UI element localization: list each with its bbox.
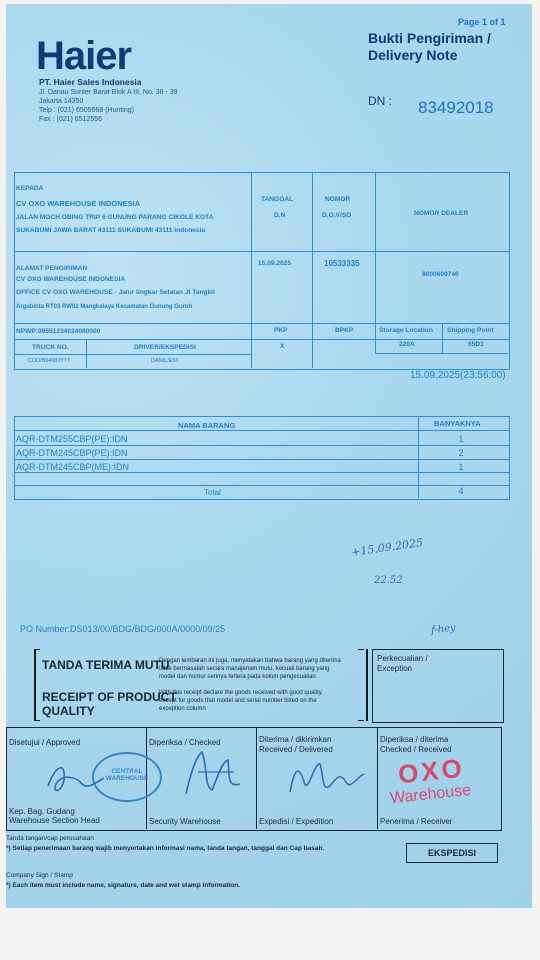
bpkp-label: BPKP — [335, 327, 354, 334]
approved-signature — [42, 756, 112, 798]
oxo-stamp-logo: OXO — [396, 752, 467, 790]
item-qty: 1 — [458, 462, 464, 472]
received-label-line: Diterima / dikirimkan — [259, 735, 332, 744]
consignee-name: CV OXO WAREHOUSE INDONESIA — [16, 199, 141, 208]
ship-address-line: OFFICE CV OXO WAREHOUSE - Jalur lingkar Selatan Jl Tangkil — [16, 289, 215, 296]
divider — [418, 416, 419, 498]
consignee-address-line: SUKABUMI JAWA BARAT 43111 SUKABUMI 43111 Indonesia — [16, 227, 206, 234]
divider — [14, 430, 509, 431]
divider — [375, 172, 376, 354]
items-header-qty: BANYAKNYA — [434, 419, 481, 428]
tanggal-label: TANGGAL — [261, 196, 294, 203]
address-line: Jakarta 14350 — [39, 98, 84, 105]
divider — [14, 354, 251, 355]
warehouse-head-label — [9, 807, 100, 825]
kepada-label: KEPADA — [16, 185, 44, 192]
item-qty: 1 — [458, 434, 464, 444]
footer-note-id: *) Setiap penerimaan barang wajib menyertakan informasi nama, tanda tangan, tanggal dan Cap basah. — [6, 845, 325, 852]
total-qty: 4 — [458, 486, 464, 496]
ship-name: CV OXO WAREHOUSE INDONESIA — [16, 276, 126, 283]
company-name: PT. Haier Sales Indonesia — [39, 77, 142, 87]
truck-value: CDD/B9408JYTT — [28, 358, 71, 364]
handwritten-date: +15.09.2025 — [350, 536, 424, 559]
security-label: Security Warehouse — [149, 817, 221, 826]
footer-note-en: *) Each item must include name, signature, date and wet stamp information. — [6, 882, 241, 889]
document-title — [368, 30, 491, 64]
receipt-title-en-line: RECEIPT OF PRODUCT — [42, 690, 177, 704]
delivery-date: 15.09.2025 — [258, 260, 292, 267]
received-label-line: Received / Delivered — [259, 745, 333, 754]
ship-label: ALAMAT PENGIRIMAN — [16, 265, 88, 272]
dov-so-label: D.O.V/SO — [322, 212, 352, 219]
oxo-stamp-text: Warehouse — [389, 781, 472, 808]
divider — [14, 339, 509, 340]
stamp-text: CENTRAL WAREHOUSE — [105, 768, 149, 782]
receipt-text-line: tidak bermasalah secara manajemen mutu, kecuali barang yang — [159, 666, 330, 672]
checked-received-line: Diperiksa / diterima — [380, 735, 449, 744]
receipt-text-line: except for goods that model and serial number listed on the — [159, 698, 317, 704]
receipt-text-en — [159, 689, 323, 713]
dn-label: DN : — [368, 94, 392, 108]
driver-label: DRIVER/EKSPEDISI — [134, 344, 196, 351]
exception-label-line: Exception — [377, 664, 413, 673]
receipt-title-en — [42, 690, 177, 718]
receipt-title-id: TANDA TERIMA MUTU — [42, 658, 170, 672]
company-address — [39, 88, 178, 124]
company-stamp-label: Tanda tangan/cap perusahaan — [6, 835, 94, 842]
divider — [256, 727, 257, 829]
receipt-text-id — [159, 657, 341, 681]
storage-location-label: Storage Location — [379, 327, 433, 334]
storage-location-value: 220A — [399, 341, 415, 348]
pkp-value: X — [280, 343, 285, 350]
so-number: 10533335 — [324, 259, 360, 268]
nomor-label: NOMOR — [325, 196, 351, 203]
divider — [375, 353, 508, 354]
divider — [14, 323, 509, 324]
divider — [14, 472, 509, 473]
pkp-label: PKP — [274, 327, 288, 334]
receipt-text-line: exception column — [159, 706, 206, 712]
receipt-text-line: model dan nomor serinya tertera pada kolom pengecualian — [159, 674, 316, 680]
divider — [14, 445, 509, 446]
divider — [86, 339, 87, 368]
haier-logo: Haier — [36, 34, 132, 78]
truck-label: TRUCK NO. — [32, 344, 69, 351]
delivery-note-sheet — [6, 4, 532, 908]
item-qty: 2 — [458, 448, 464, 458]
item-name: AQR-DTM245CBP(ME):IDN — [16, 462, 130, 472]
divider — [34, 649, 40, 650]
checked-signature — [178, 746, 248, 802]
divider — [442, 323, 443, 353]
dn-short-label: D.N — [274, 212, 286, 219]
dealer-label: NOMOR DEALER — [414, 210, 469, 217]
receipt-title-en-line: QUALITY — [42, 704, 95, 718]
po-number: PO Number:DS013/00/BDG/BDG/000A/0000/09/25 — [20, 624, 226, 634]
shipping-point-value: 65D1 — [468, 341, 484, 348]
exception-label-line: Perkecualian / — [377, 654, 428, 663]
driver-value: DANIL/E56 — [151, 358, 179, 364]
warehouse-head-line: Warehouse Section Head — [9, 816, 100, 825]
divider — [358, 720, 364, 721]
ekspedisi-label: EKSPEDISI — [427, 848, 476, 858]
title-line-id: Bukti Pengiriman / — [368, 30, 491, 46]
divider — [14, 459, 509, 460]
consignee-address-line: JALAN MOCH OBING TRIP 6 GUNUNG PARANG CIKOLE KOTA — [16, 214, 214, 221]
receiver-label: Penerima / Receiver — [380, 817, 453, 826]
dn-number: 83492018 — [418, 98, 494, 117]
expedition-label: Expedisi / Expedition — [259, 817, 334, 826]
sign-label: Company Sign / Stamp — [6, 872, 73, 879]
total-label: Total — [204, 488, 221, 497]
item-name: AQR-DTM245CBP(PE):IDN — [16, 448, 128, 458]
checked-label: Diperiksa / Checked — [149, 738, 221, 747]
checked-received-label — [380, 735, 452, 755]
handwritten-time: 22.52 — [374, 575, 403, 586]
title-line-en: Delivery Note — [368, 47, 458, 63]
warehouse-head-line: Kep. Bag. Gudang — [9, 807, 75, 816]
divider — [14, 251, 509, 252]
exception-label — [377, 654, 428, 674]
fax-line: Fax : (021) 6512556 — [39, 116, 103, 123]
handwritten-initial: f-hey — [430, 622, 457, 637]
checked-received-line: Checked / Received — [380, 745, 452, 754]
items-header-name: NAMA BARANG — [178, 421, 236, 430]
print-timestamp: 15.09.2025(23:56:00) — [410, 370, 506, 381]
npwp: NPWP:09551234024080000 — [16, 328, 101, 335]
dealer-number: 8000609746 — [422, 271, 459, 278]
receipt-text-line: Dengan lembaran ini juga, menyatakan bahwa barang yang diterima — [159, 658, 341, 664]
page-indicator: Page 1 of 1 — [458, 17, 506, 27]
divider — [358, 649, 364, 650]
phone-line: Telp : (021) 6505668 (Hunting) — [39, 107, 134, 114]
ekspedisi-box — [406, 843, 498, 863]
item-name: AQR-DTM255CBP(PE):IDN — [16, 434, 128, 444]
address-line: Jl. Danau Sunter Barat Blok A III, No. 38 - 39 — [39, 89, 178, 96]
divider — [377, 727, 378, 829]
expedition-signature — [284, 752, 370, 802]
approved-label: Disetujui / Approved — [9, 738, 81, 747]
divider — [34, 720, 40, 721]
shipping-point-label: Shipping Point — [447, 327, 494, 334]
receipt-text-line: With this receipt declare the goods received with good quality, — [159, 690, 323, 696]
ship-address-line: Argabinta RT03 RW02 Mangkalaya Kecamatan Gunung Guruh — [16, 304, 193, 310]
